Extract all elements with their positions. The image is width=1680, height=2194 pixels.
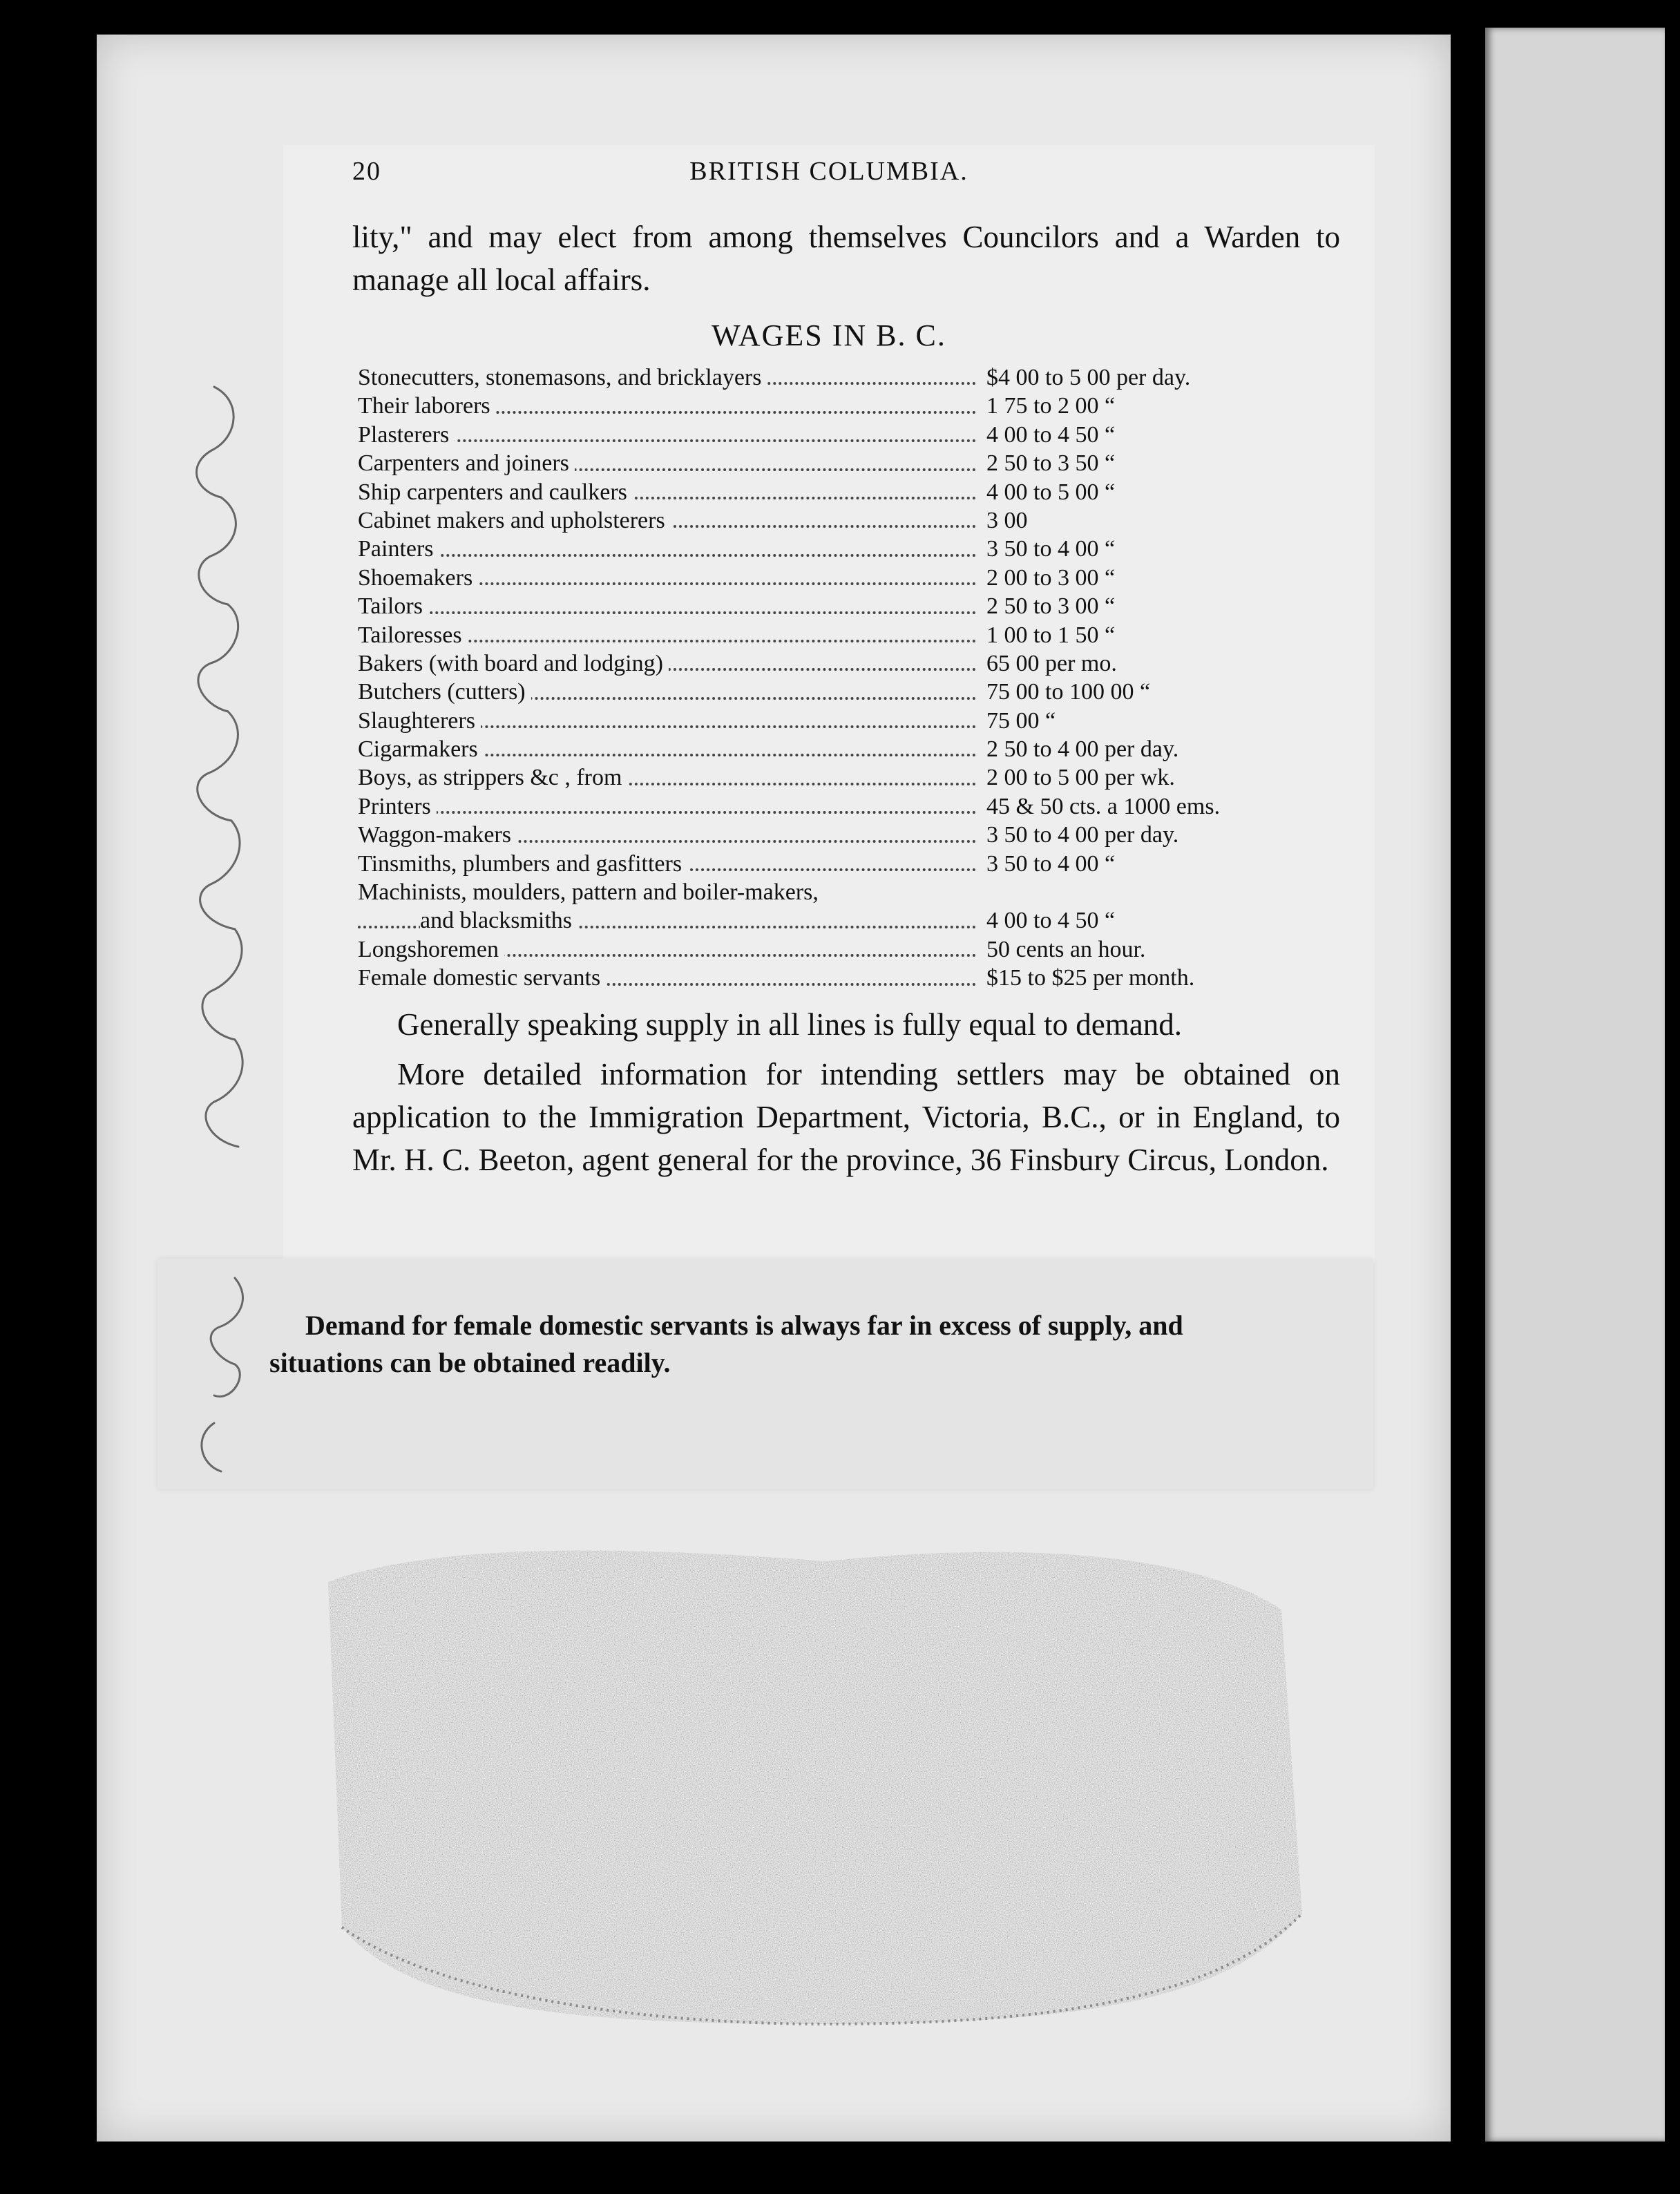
info-paragraph xyxy=(352,1053,1340,1181)
wage-row xyxy=(358,421,1353,449)
wage-occupation xyxy=(358,564,976,592)
wage-row xyxy=(358,506,1353,535)
wage-rate: 1 75 to 2 00 “ xyxy=(986,393,1116,419)
wage-occupation xyxy=(358,763,976,792)
wage-occupation-label: Butchers (cutters) xyxy=(358,679,531,705)
wage-row xyxy=(358,792,1353,821)
wage-occupation xyxy=(358,707,976,735)
wage-row xyxy=(358,392,1353,420)
wage-occupation-label: Longshoremen xyxy=(358,937,504,962)
wage-rate: 3 50 to 4 00 “ xyxy=(986,536,1116,562)
wage-rate: 65 00 per mo. xyxy=(986,650,1117,676)
intro-paragraph: lity," and may elect from among themselves Councilors and a Warden to manage all local affairs. xyxy=(352,220,1340,297)
wage-occupation xyxy=(358,735,976,763)
wage-row xyxy=(358,878,1353,906)
wage-rate: 2 00 to 5 00 per wk. xyxy=(986,765,1175,791)
wage-occupation xyxy=(358,821,976,849)
wage-occupation-label: Painters xyxy=(358,536,439,562)
wage-occupation-label: Tailors xyxy=(358,593,428,619)
wage-occupation-label: Plasterers xyxy=(358,422,455,448)
wage-row xyxy=(358,850,1353,878)
wage-rate: 75 00 to 100 00 “ xyxy=(986,679,1151,705)
wage-occupation xyxy=(358,535,976,563)
wage-rate: 2 50 to 4 00 per day. xyxy=(986,736,1179,763)
wage-occupation xyxy=(358,649,976,678)
wage-occupation-label: Carpenters and joiners xyxy=(358,450,575,476)
wage-rate: 3 00 xyxy=(986,507,1028,533)
faded-engraving xyxy=(300,1499,1316,2072)
wage-rate: 50 cents an hour. xyxy=(986,936,1146,962)
wage-occupation xyxy=(358,421,976,449)
page-number: 20 xyxy=(352,157,381,186)
wage-row xyxy=(358,449,1353,477)
wage-rate: 2 50 to 3 50 “ xyxy=(986,450,1116,477)
wage-occupation-label: Cigarmakers xyxy=(358,736,484,762)
wage-rate: $15 to $25 per month. xyxy=(986,965,1195,991)
pasted-note-text: Demand for female domestic servants is always far in excess of supply, and situations can be obtained readily. xyxy=(269,1310,1183,1378)
wage-occupation-label: Tailoresses xyxy=(358,622,468,648)
wage-rate: $4 00 to 5 00 per day. xyxy=(986,365,1191,390)
wage-occupation xyxy=(358,678,976,706)
wage-occupation xyxy=(358,850,976,878)
wage-row xyxy=(358,535,1353,563)
supply-paragraph: Generally speaking supply in all lines is fully equal to demand. xyxy=(397,1007,1183,1042)
wage-row xyxy=(358,821,1353,849)
wage-rate: 4 00 to 4 50 “ xyxy=(986,908,1116,934)
wage-rate: 75 00 “ xyxy=(986,707,1056,734)
wage-occupation-label: Shoemakers xyxy=(358,565,478,591)
wage-rate: 2 00 to 3 00 “ xyxy=(986,564,1116,591)
wage-rate: 4 00 to 5 00 “ xyxy=(986,479,1116,505)
wage-rate: 4 00 to 4 50 “ xyxy=(986,421,1116,448)
wage-rate: 45 & 50 cts. a 1000 ems. xyxy=(986,793,1221,819)
wage-row xyxy=(358,363,1353,392)
wage-rate: 2 50 to 3 00 “ xyxy=(986,593,1116,620)
pencil-margin-marks xyxy=(173,359,256,1478)
running-title: BRITISH COLUMBIA. xyxy=(689,157,968,186)
wage-occupation-label: Printers xyxy=(358,794,437,819)
wage-row xyxy=(358,621,1353,649)
wage-row xyxy=(358,763,1353,792)
wage-occupation-label: Machinists, moulders, pattern and boiler-makers, xyxy=(358,879,824,905)
wage-occupation xyxy=(358,478,976,506)
wage-row xyxy=(358,678,1353,706)
wage-rate: 3 50 to 4 00 per day. xyxy=(986,822,1179,848)
wage-row xyxy=(358,735,1353,763)
info-paragraph-text: More detailed information for intending settlers may be obtained on application to the Immigration Department, Victoria, B.C., or in England, to Mr. H. C. Beeton, agent general for the province, 36 Finsbury Circus, London. xyxy=(352,1057,1340,1177)
wage-occupation xyxy=(358,906,976,935)
wage-occupation-label: and blacksmiths xyxy=(420,908,578,933)
wage-row xyxy=(358,649,1353,678)
wage-occupation xyxy=(358,792,976,821)
wage-occupation xyxy=(358,878,976,906)
wage-occupation-label: Tinsmiths, plumbers and gasfitters xyxy=(358,851,687,877)
wage-occupation xyxy=(358,392,976,420)
wage-row xyxy=(358,564,1353,592)
wage-occupation xyxy=(358,935,976,964)
wage-occupation-label: Their laborers xyxy=(358,393,496,419)
wage-occupation xyxy=(358,449,976,477)
wage-occupation-label: Bakers (with board and lodging) xyxy=(358,651,669,676)
wage-occupation xyxy=(358,621,976,649)
wage-row xyxy=(358,906,1353,935)
wage-row xyxy=(358,707,1353,735)
wage-occupation xyxy=(358,592,976,620)
wage-row xyxy=(358,592,1353,620)
wage-occupation-label: Ship carpenters and caulkers xyxy=(358,479,633,505)
wage-occupation-label: Slaughterers xyxy=(358,708,481,734)
wage-row xyxy=(358,964,1353,992)
wage-occupation-label: Waggon-makers xyxy=(358,822,517,848)
wages-table xyxy=(358,363,1353,993)
wage-rate: 3 50 to 4 00 “ xyxy=(986,850,1116,877)
wage-row xyxy=(358,478,1353,506)
wage-occupation-label: Cabinet makers and upholsterers xyxy=(358,508,671,533)
adjacent-page-edge xyxy=(1485,28,1665,2141)
wages-title: WAGES IN B. C. xyxy=(712,318,946,352)
wage-occupation xyxy=(358,506,976,535)
wage-occupation-label: Female domestic servants xyxy=(358,965,606,991)
wage-occupation xyxy=(358,964,976,992)
wage-occupation-label: Stonecutters, stonemasons, and bricklayers xyxy=(358,365,767,390)
wage-row xyxy=(358,935,1353,964)
wage-occupation xyxy=(358,363,976,392)
wage-rate: 1 00 to 1 50 “ xyxy=(986,622,1116,648)
wage-occupation-label: Boys, as strippers &c , from xyxy=(358,765,627,790)
running-header xyxy=(352,156,1306,191)
